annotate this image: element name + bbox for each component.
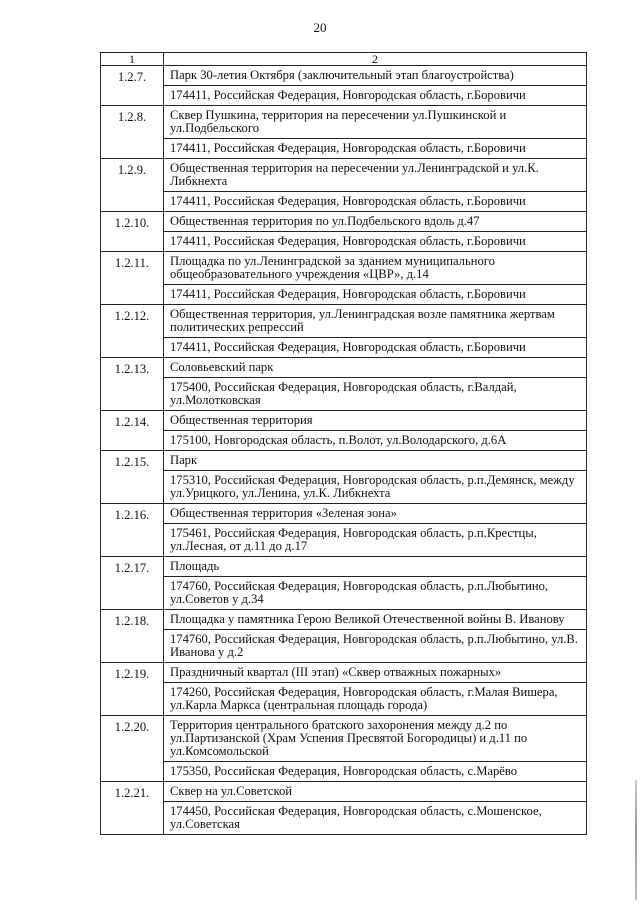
row-description <box>164 451 587 504</box>
territory-address: 175350, Российская Федерация, Новгородская область, с.Марёво <box>164 761 586 781</box>
row-description <box>164 557 587 610</box>
row-number: 1.2.9. <box>101 159 164 212</box>
territory-name: Парк <box>170 453 198 467</box>
row-description <box>164 610 587 663</box>
row-description <box>164 663 587 716</box>
table-row <box>101 451 587 504</box>
table-row <box>101 411 587 451</box>
row-number: 1.2.14. <box>101 411 164 451</box>
table-row <box>101 782 587 835</box>
territory-address: 174411, Российская Федерация, Новгородская область, г.Боровичи <box>164 337 586 357</box>
row-number: 1.2.21. <box>101 782 164 835</box>
row-description <box>164 106 587 159</box>
territory-address: 174760, Российская Федерация, Новгородская область, р.п.Любытино, ул.Советов у д.34 <box>164 576 586 609</box>
territory-name: Общественная территория <box>170 413 313 427</box>
row-number: 1.2.19. <box>101 663 164 716</box>
territory-address: 175310, Российская Федерация, Новгородская область, р.п.Демянск, между ул.Урицкого, ул.Ленина, ул.К. Либкнехта <box>164 470 586 503</box>
row-number: 1.2.13. <box>101 358 164 411</box>
table-row <box>101 557 587 610</box>
territory-address: 174760, Российская Федерация, Новгородская область, р.п.Любытино, ул.В. Иванова у д.2 <box>164 629 586 662</box>
territory-name: Праздничный квартал (III этап) «Сквер отважных пожарных» <box>170 665 502 679</box>
table-row <box>101 159 587 212</box>
territory-name: Сквер на ул.Советской <box>170 784 293 798</box>
territory-name: Парк 30-летия Октября (заключительный этап благоустройства) <box>170 68 514 82</box>
territories-table <box>100 52 587 835</box>
row-description <box>164 411 587 451</box>
territory-name: Общественная территория, ул.Ленинградская возле памятника жертвам политических репрессий <box>170 307 555 334</box>
table-row <box>101 66 587 106</box>
scan-edge-mark <box>635 780 637 900</box>
territory-name: Сквер Пушкина, территория на пересечении ул.Пушкинской и ул.Подбельского <box>170 108 507 135</box>
row-description <box>164 716 587 782</box>
row-description <box>164 504 587 557</box>
row-number: 1.2.20. <box>101 716 164 782</box>
territory-name: Общественная территория на пересечении ул.Ленинградской и ул.К. Либкнехта <box>170 161 539 188</box>
table-row <box>101 106 587 159</box>
territory-address: 174411, Российская Федерация, Новгородская область, г.Боровичи <box>164 138 586 158</box>
table-row <box>101 212 587 252</box>
territory-address: 174411, Российская Федерация, Новгородская область, г.Боровичи <box>164 284 586 304</box>
territory-address: 174411, Российская Федерация, Новгородская область, г.Боровичи <box>164 191 586 211</box>
row-number: 1.2.8. <box>101 106 164 159</box>
table-row <box>101 305 587 358</box>
territory-name: Площадка по ул.Ленинградской за зданием муниципального общеобразовательного учреждения «ЦВР», д.14 <box>170 254 495 281</box>
header-col-2: 2 <box>164 53 587 66</box>
table-row <box>101 358 587 411</box>
page-number: 20 <box>313 20 327 35</box>
table-header-row <box>101 53 587 66</box>
territory-address: 175461, Российская Федерация, Новгородская область, р.п.Крестцы, ул.Лесная, от д.11 до д.17 <box>164 523 586 556</box>
header-col-1: 1 <box>101 53 164 66</box>
territory-name: Территория центрального братского захоронения между д.2 по ул.Партизанской (Храм Успения Пресвятой Богородицы) и д.11 по ул.Комсомольской <box>170 718 528 758</box>
territory-address: 174450, Российская Федерация, Новгородская область, с.Мошенское, ул.Советская <box>164 801 586 834</box>
territory-name: Площадь <box>170 559 220 573</box>
row-number: 1.2.7. <box>101 66 164 106</box>
row-number: 1.2.10. <box>101 212 164 252</box>
table-row <box>101 716 587 782</box>
row-description <box>164 782 587 835</box>
row-number: 1.2.15. <box>101 451 164 504</box>
territory-address: 174411, Российская Федерация, Новгородская область, г.Боровичи <box>164 231 586 251</box>
table-row <box>101 252 587 305</box>
row-description <box>164 212 587 252</box>
row-description <box>164 66 587 106</box>
row-description <box>164 252 587 305</box>
table-row <box>101 663 587 716</box>
row-description <box>164 305 587 358</box>
row-number: 1.2.11. <box>101 252 164 305</box>
row-number: 1.2.16. <box>101 504 164 557</box>
table-row <box>101 610 587 663</box>
row-number: 1.2.17. <box>101 557 164 610</box>
row-number: 1.2.18. <box>101 610 164 663</box>
territory-name: Площадка у памятника Герою Великой Отечественной войны В. Иванову <box>170 612 565 626</box>
territory-name: Общественная территория по ул.Подбельского вдоль д.47 <box>170 214 480 228</box>
territory-name: Общественная территория «Зеленая зона» <box>170 506 397 520</box>
row-number: 1.2.12. <box>101 305 164 358</box>
table-row <box>101 504 587 557</box>
territory-address: 174260, Российская Федерация, Новгородская область, г.Малая Вишера, ул.Карла Маркса (центральная площадь города) <box>164 682 586 715</box>
territory-address: 175100, Новгородская область, п.Волот, ул.Володарского, д.6А <box>164 430 586 450</box>
territory-address: 175400, Российская Федерация, Новгородская область, г.Валдай, ул.Молотковская <box>164 377 586 410</box>
row-description <box>164 159 587 212</box>
territory-name: Соловьевский парк <box>170 360 274 374</box>
row-description <box>164 358 587 411</box>
territory-address: 174411, Российская Федерация, Новгородская область, г.Боровичи <box>164 85 586 105</box>
